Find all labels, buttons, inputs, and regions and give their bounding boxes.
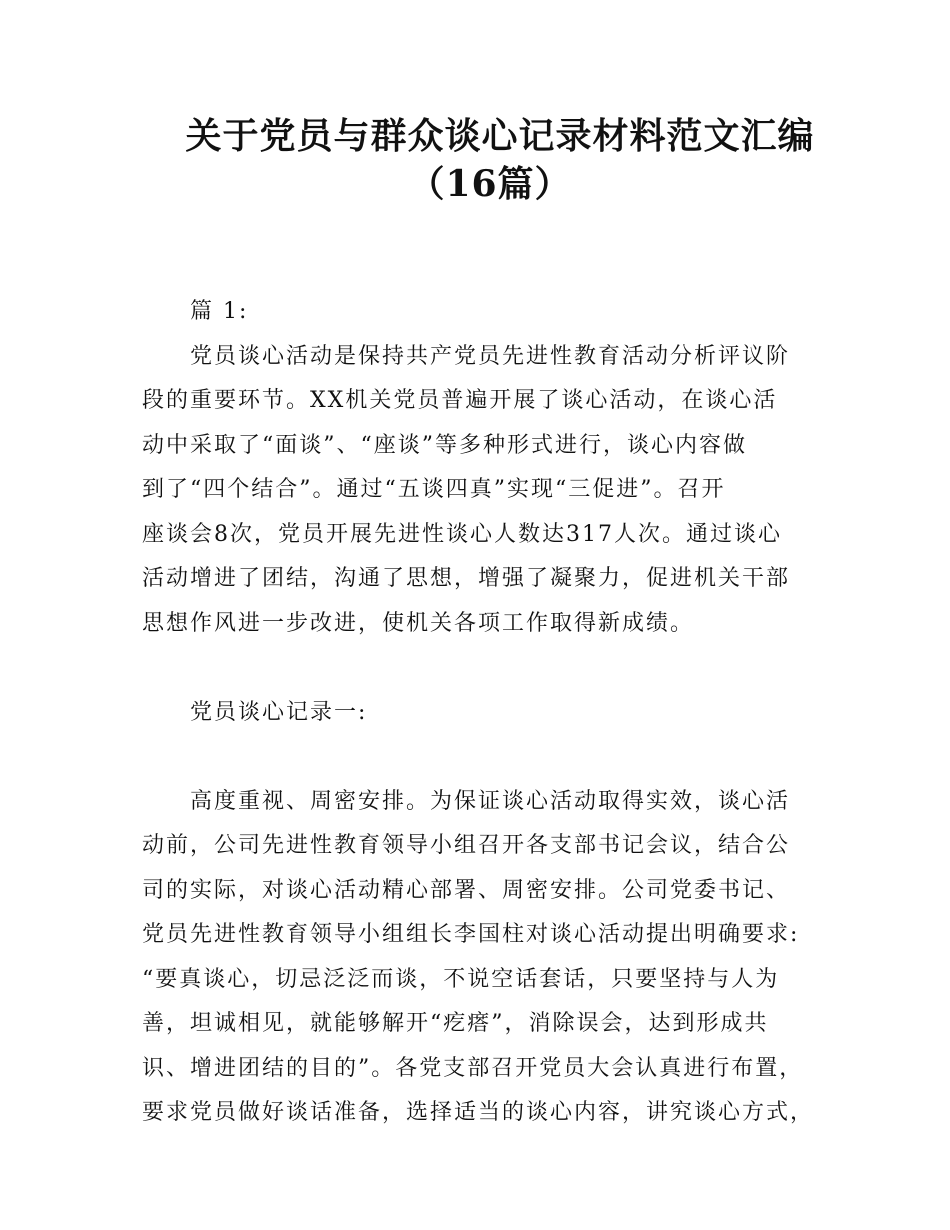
- paragraph-line: 段的重要环节。XX机关党员普遍开展了谈心活动，在谈心活: [142, 388, 778, 413]
- blank-line: [142, 735, 832, 780]
- paragraph-line: 动中采取了“面谈”、“座谈”等多种形式进行，谈心内容做: [142, 432, 747, 458]
- blank-line: [142, 646, 832, 691]
- paragraph-line: 善，坦诚相见，就能够解开“疙瘩”，消除误会，达到形成共: [142, 1011, 769, 1036]
- paragraph-line: 活动增进了团结，沟通了思想，增强了凝聚力，促进机关干部: [142, 566, 791, 591]
- paragraph-line: 座谈会8次，党员开展先进性谈心人数达317人次。通过谈心: [142, 521, 782, 547]
- paragraph-line: 党员谈心活动是保持共产党员先进性教育活动分析评议阶: [190, 343, 791, 369]
- paragraph-line: 司的实际，对谈心活动精心部署、周密安排。公司党委书记、: [142, 877, 791, 903]
- document-title: [0, 112, 950, 208]
- section-label: 篇 1:: [190, 299, 249, 324]
- paragraph-line: 要求党员做好谈话准备，选择适当的谈心内容，讲究谈心方式，: [142, 1100, 815, 1125]
- paragraph-line: 党员先进性教育领导小组组长李国柱对谈心活动提出明确要求:: [142, 922, 800, 947]
- paragraph-line: 到了“四个结合”。通过“五谈四真”实现“三促进”。召开: [142, 477, 726, 502]
- title-line-1: 关于党员与群众谈心记录材料范文汇编: [185, 115, 815, 157]
- paragraph-line: “要真谈心，切忌泛泛而谈，不说空话套话，只要坚持与人为: [142, 966, 780, 992]
- paragraph-1: [142, 335, 832, 647]
- paragraph-2: [142, 780, 832, 1136]
- record-heading: 党员谈心记录一:: [190, 699, 368, 725]
- title-line-2: （16篇）: [408, 163, 572, 205]
- paragraph-line: 识、增进团结的目的”。各党支部召开党员大会认真进行布置，: [142, 1055, 804, 1081]
- paragraph-line: 动前，公司先进性教育领导小组召开各支部书记会议，结合公: [142, 833, 791, 858]
- paragraph-line: 思想作风进一步改进，使机关各项工作取得新成绩。: [142, 610, 695, 636]
- document-body: [142, 290, 832, 1136]
- paragraph-line: 高度重视、周密安排。为保证谈心活动取得实效，谈心活: [190, 788, 791, 814]
